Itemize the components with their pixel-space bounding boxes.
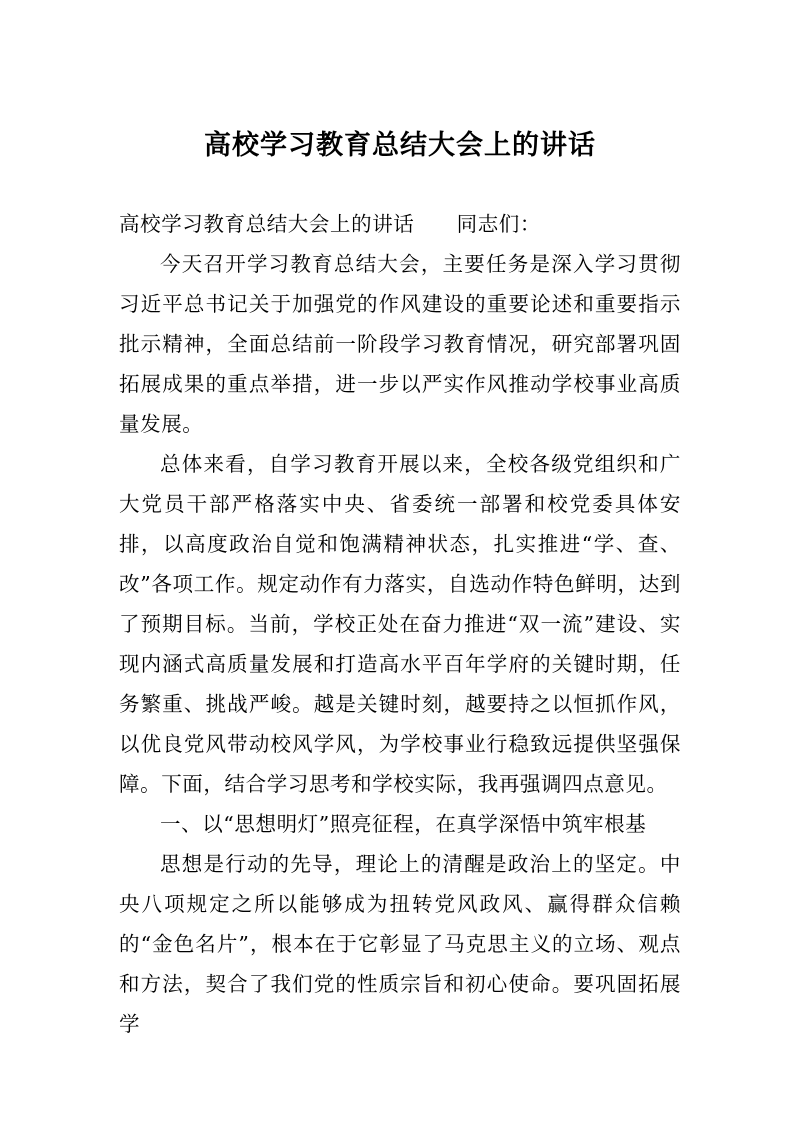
document-title: 高校学习教育总结大会上的讲话 [204, 130, 596, 161]
paragraph: 思想是行动的先导，理论上的清醒是政治上的坚定。中央八项规定之所以能够成为扭转党风政风、赢得群众信赖的“金色名片”，根本在于它彰显了马克思主义的立场、观点和方法，契合了我们党的性质宗旨和初心使命。要巩固拓展学 [119, 852, 681, 1036]
lead-line: 高校学习教育总结大会上的讲话 同志们： [119, 212, 541, 236]
section-heading: 一、以“思想明灯”照亮征程，在真学深悟中筑牢根基 [160, 812, 647, 836]
paragraph: 总体来看，自学习教育开展以来，全校各级党组织和广大党员干部严格落实中央、省委统一部署和校党委具体安排，以高度政治自觉和饱满精神状态，扎实推进“学、查、改”各项工作。规定动作有力落实，自选动作特色鲜明，达到了预期目标。当前，学校正处在奋力推进“双一流”建设、实现内涵式高质量发展和打造高水平百年学府的关键时期，任务繁重、挑战严峻。越是关键时刻，越要持之以恒抓作风，以优良党风带动校风学风，为学校事业行稳致远提供坚强保障。下面，结合学习思考和学校实际，我再强调四点意见。 [119, 452, 681, 796]
paragraph: 今天召开学习教育总结大会，主要任务是深入学习贯彻习近平总书记关于加强党的作风建设的重要论述和重要指示批示精神，全面总结前一阶段学习教育情况，研究部署巩固拓展成果的重点举措，进一步以严实作风推动学校事业高质量发展。 [119, 252, 681, 436]
document-body [119, 204, 681, 1044]
